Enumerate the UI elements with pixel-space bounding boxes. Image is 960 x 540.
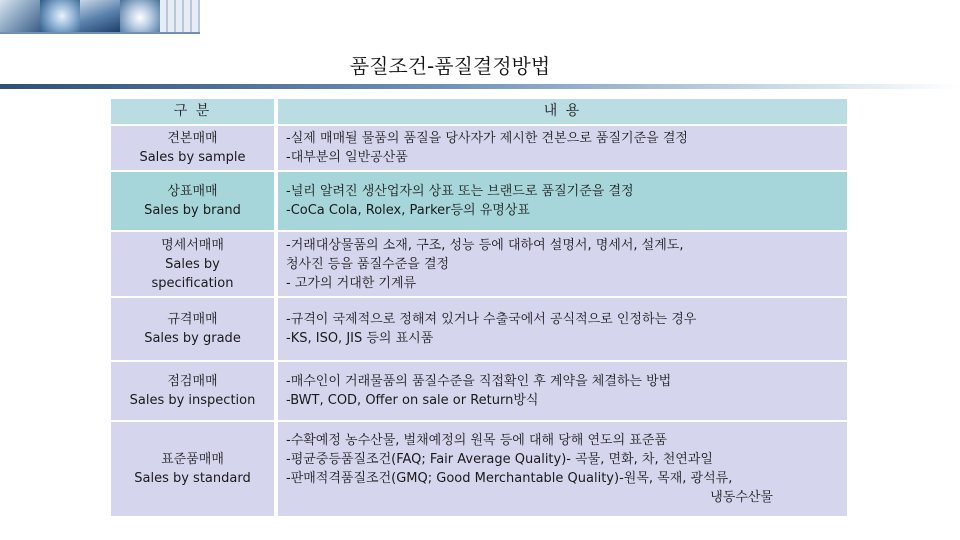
header-photo-1 <box>0 0 40 32</box>
header-photo-3 <box>80 0 120 32</box>
header-photo-strip <box>0 0 200 32</box>
table-header-row <box>111 99 847 124</box>
row-category: 규격매매 Sales by grade <box>111 298 274 360</box>
table-row <box>111 232 847 296</box>
header-category: 구 분 <box>111 99 274 124</box>
row-content: -거래대상물품의 소재, 구조, 성능 등에 대하여 설명서, 명세서, 설계도, 청사진 등을 품질수준을 결정 - 고가의 거대한 기계류 <box>278 232 847 296</box>
quality-method-table <box>111 97 847 518</box>
row-category: 견본매매 Sales by sample <box>111 126 274 170</box>
table-row <box>111 298 847 360</box>
slide-title: 품질조건-품질결정방법 <box>349 54 551 78</box>
row-category: 상표매매 Sales by brand <box>111 172 274 230</box>
header-rule <box>0 32 200 34</box>
row-content: -매수인이 거래물품의 품질수준을 직접확인 후 계약을 체결하는 방법 -BWT, COD, Offer on sale or Return방식 <box>278 362 847 420</box>
row-category: 점검매매 Sales by inspection <box>111 362 274 420</box>
header-photo-4 <box>120 0 160 32</box>
table-row <box>111 422 847 516</box>
table-row <box>111 172 847 230</box>
header-content: 내 용 <box>278 99 847 124</box>
row-content: -수확예정 농수산물, 벌채예정의 원목 등에 대해 당해 연도의 표준품 -평균중등품질조건(FAQ; Fair Average Quality)- 곡물, 면화, 차, 천연과일 -판매적격품질조건(GMQ; Good Merchantable Quality)-원목, 목재, 광석류, 냉동수산물 <box>278 422 847 516</box>
row-content: -규격이 국제적으로 정해져 있거나 수출국에서 공식적으로 인정하는 경우 -KS, ISO, JIS 등의 표시품 <box>278 298 847 360</box>
row-content: -실제 매매될 물품의 품질을 당사자가 제시한 견본으로 품질기준을 결정 -대부분의 일반공산품 <box>278 126 847 170</box>
table-row <box>111 126 847 170</box>
row-category: 표준품매매 Sales by standard <box>111 422 274 516</box>
title-underline-bar <box>0 84 960 89</box>
row-category: 명세서매매 Sales by specification <box>111 232 274 296</box>
header-photo-2 <box>40 0 80 32</box>
row-content: -널리 알려진 생산업자의 상표 또는 브랜드로 품질기준을 결정 -CoCa Cola, Rolex, Parker등의 유명상표 <box>278 172 847 230</box>
header-photo-5 <box>160 0 200 32</box>
table-row <box>111 362 847 420</box>
